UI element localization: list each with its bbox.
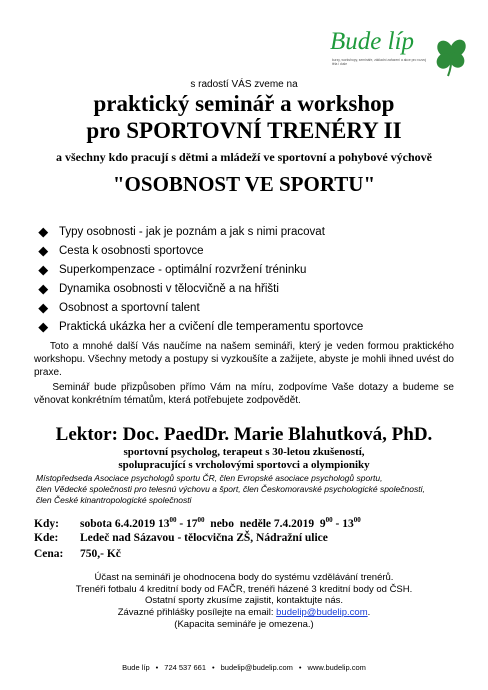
lecturer-name: Lektor: Doc. PaedDr. Marie Blahutková, PhD. xyxy=(55,424,433,445)
where-row xyxy=(34,532,328,544)
title-line-1: praktický seminář a workshop xyxy=(93,91,395,116)
note-line: Účast na semináři je ohodnocena body do systému vzdělávání trenérů. xyxy=(94,572,394,583)
role-line: člen České kinantropologické společnosti xyxy=(36,495,192,506)
list-item: Cesta k osobnosti sportovce xyxy=(40,242,363,261)
notes xyxy=(0,572,488,631)
logo-subtitle: kurzy, workshopy, semináře, základní zařazení a akce pro rozvoj těla i duše xyxy=(332,58,427,66)
role-line: člen Vědecké společnosti pro telesnú výchovu a šport, člen Českomoravské psychologické společnosti, xyxy=(36,484,425,495)
price-value: 750,- Kč xyxy=(80,548,121,560)
footer-web[interactable]: www.budelip.com xyxy=(307,663,366,672)
footer-phone: 724 537 661 xyxy=(164,663,206,672)
list-item: Typy osobnosti - jak je poznám a jak s nimi pracovat xyxy=(40,223,363,242)
bullet-icon xyxy=(39,304,48,313)
bullet-icon xyxy=(39,228,48,237)
footer-email[interactable]: budelip@budelip.com xyxy=(220,663,293,672)
note-line: Závazné přihlášky posílejte na email: budelip@budelip.com. xyxy=(117,607,371,619)
where-value: Ledeč nad Sázavou - tělocvična ZŠ, Nádražní ulice xyxy=(80,532,328,544)
audience-line: a všechny kdo pracují s dětmi a mládeží ve sportovní a pohybové výchově xyxy=(55,150,432,164)
description-paragraph-1: Toto a mnohé další Vás naučíme na našem semináři, který je veden formou praktického workshopu. Všechny metody a postupy si vyzkoušíte a zažijete, abyste je mohli ihned uvést do praxe. xyxy=(34,341,454,378)
bullet-icon xyxy=(39,285,48,294)
bullet-icon xyxy=(39,323,48,332)
four-leaf-clover-icon xyxy=(430,36,472,78)
topic-list xyxy=(40,223,363,338)
logo xyxy=(330,28,480,78)
role-line: Místopředseda Asociace psychologů sportu ČR, člen Evropské asociace psychologů sportu, xyxy=(36,473,383,483)
lecturer-roles xyxy=(36,473,466,507)
intro-text: s radostí VÁS zveme na xyxy=(190,79,298,90)
footer-name: Bude líp xyxy=(122,663,150,672)
lecturer-credentials-2: spolupracující s vrcholovými sportovci a olympioniky xyxy=(118,459,370,471)
when-label: Kdy: xyxy=(34,517,59,530)
logo-title: Bude líp xyxy=(330,28,415,55)
note-line: Trenéři fotbalu 4 kreditní body od FAČR, trenéři házené 3 kreditní body od ČSH. xyxy=(75,583,413,595)
title-line-2: pro SPORTOVNÍ TRENÉRY II xyxy=(86,118,402,143)
list-item: Osobnost a sportovní talent xyxy=(40,299,363,318)
description-paragraph-2: Seminář bude přizpůsoben přímo Vám na míru, zodpovíme Vaše dotazy a budeme se věnovat konkrétním tématům, která potřebujete zodpovědět. xyxy=(34,382,454,406)
lecturer-credentials-1: sportovní psycholog, terapeut s 30-letou zkušeností, xyxy=(123,446,365,458)
topic-title: "OSOBNOST VE SPORTU" xyxy=(112,172,376,196)
bullet-icon xyxy=(39,247,48,256)
list-item: Superkompenzace - optimální rozvržení tréninku xyxy=(40,261,363,280)
list-item: Dynamika osobnosti v tělocvičně a na hřišti xyxy=(40,280,363,299)
when-row: Kdy: sobota 6.4.2019 $13^{00} - 17^{00}$ nebo neděle 7.4.2019 $9^{00} - 13^{00}$ xyxy=(34,516,361,530)
price-label: Cena: xyxy=(34,548,64,560)
footer: Bude líp • 724 537 661 • budelip@budelip.com • www.budelip.com xyxy=(122,663,366,672)
price-row xyxy=(34,548,121,560)
where-label: Kde: xyxy=(34,532,59,544)
email-link[interactable]: budelip@budelip.com xyxy=(276,607,368,619)
bullet-icon xyxy=(39,266,48,275)
list-item: Praktická ukázka her a cvičení dle temperamentu sportovce xyxy=(40,318,363,337)
note-line: (Kapacita semináře je omezena.) xyxy=(174,618,314,630)
note-line: Ostatní sporty zkusíme zajistit, kontaktujte nás. xyxy=(145,595,343,607)
